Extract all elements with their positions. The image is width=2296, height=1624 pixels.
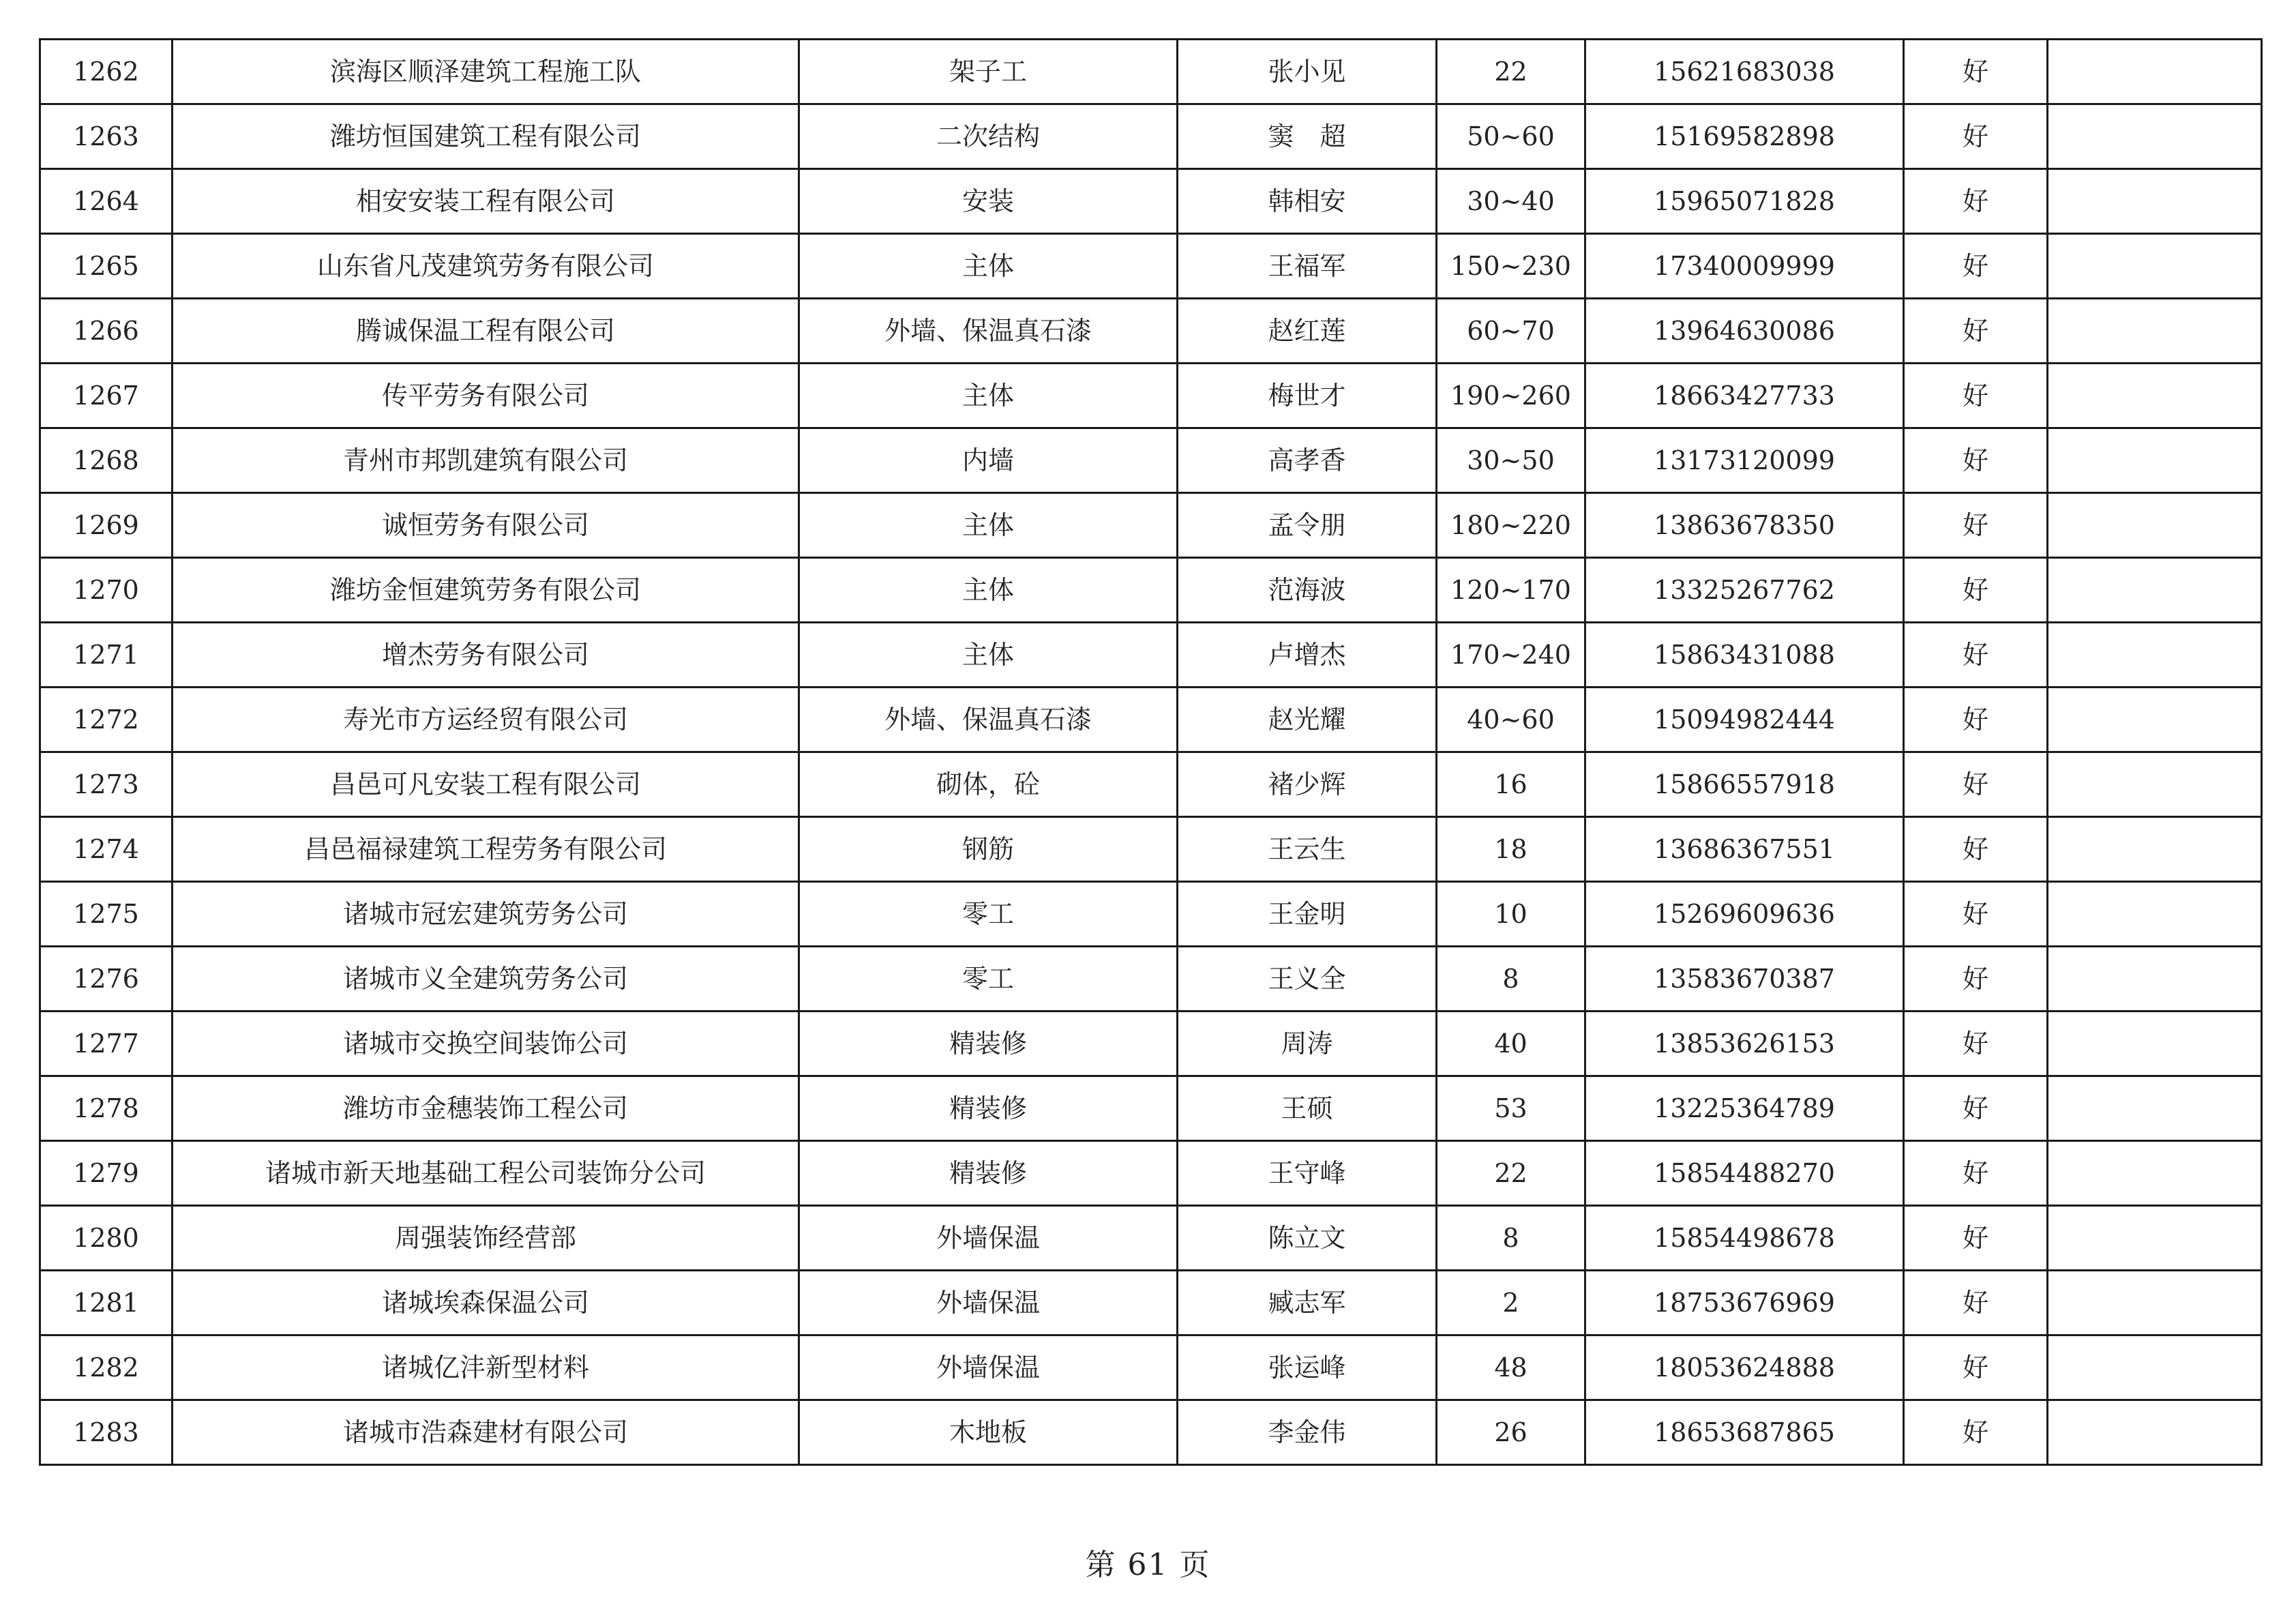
contact-person-cell: 孟令朋 <box>1178 493 1437 558</box>
rating-cell: 好 <box>1904 1076 2048 1141</box>
table-row <box>40 1335 2262 1400</box>
table-row <box>40 364 2262 428</box>
trade-cell: 精装修 <box>799 1076 1178 1141</box>
phone-number-cell: 15866557918 <box>1585 752 1904 817</box>
company-name-cell: 昌邑福禄建筑工程劳务有限公司 <box>173 817 799 882</box>
phone-number-cell: 15269609636 <box>1585 882 1904 947</box>
row-number-cell: 1273 <box>40 752 173 817</box>
rating-cell: 好 <box>1904 1141 2048 1206</box>
phone-number-cell: 13853626153 <box>1585 1012 1904 1076</box>
phone-number-cell: 18663427733 <box>1585 364 1904 428</box>
contact-person-cell: 陈立文 <box>1178 1206 1437 1271</box>
company-name-cell: 诚恒劳务有限公司 <box>173 493 799 558</box>
contact-person-cell: 赵光耀 <box>1178 688 1437 752</box>
worker-count-cell: 22 <box>1437 40 1585 104</box>
company-name-cell: 诸城市冠宏建筑劳务公司 <box>173 882 799 947</box>
company-name-cell: 周强装饰经营部 <box>173 1206 799 1271</box>
trade-cell: 外墙、保温真石漆 <box>799 688 1178 752</box>
rating-cell: 好 <box>1904 40 2048 104</box>
remark-cell <box>2048 947 2262 1012</box>
worker-count-cell: 53 <box>1437 1076 1585 1141</box>
worker-count-cell: 2 <box>1437 1271 1585 1335</box>
row-number-cell: 1270 <box>40 558 173 623</box>
rating-cell: 好 <box>1904 364 2048 428</box>
table-row <box>40 1141 2262 1206</box>
worker-count-cell: 22 <box>1437 1141 1585 1206</box>
phone-number-cell: 13863678350 <box>1585 493 1904 558</box>
phone-number-cell: 17340009999 <box>1585 234 1904 299</box>
rating-cell: 好 <box>1904 234 2048 299</box>
company-name-cell: 昌邑可凡安装工程有限公司 <box>173 752 799 817</box>
worker-count-cell: 30~40 <box>1437 169 1585 234</box>
worker-count-cell: 180~220 <box>1437 493 1585 558</box>
remark-cell <box>2048 752 2262 817</box>
trade-cell: 钢筋 <box>799 817 1178 882</box>
company-name-cell: 诸城市浩森建材有限公司 <box>173 1400 799 1465</box>
trade-cell: 主体 <box>799 493 1178 558</box>
company-name-cell: 诸城亿沣新型材料 <box>173 1335 799 1400</box>
company-name-cell: 潍坊恒国建筑工程有限公司 <box>173 104 799 169</box>
table-row <box>40 428 2262 493</box>
worker-count-cell: 26 <box>1437 1400 1585 1465</box>
phone-number-cell: 15854488270 <box>1585 1141 1904 1206</box>
row-number-cell: 1276 <box>40 947 173 1012</box>
trade-cell: 精装修 <box>799 1141 1178 1206</box>
remark-cell <box>2048 882 2262 947</box>
rating-cell: 好 <box>1904 493 2048 558</box>
row-number-cell: 1264 <box>40 169 173 234</box>
company-name-cell: 诸城市义全建筑劳务公司 <box>173 947 799 1012</box>
trade-cell: 木地板 <box>799 1400 1178 1465</box>
table-body <box>40 40 2262 1465</box>
rating-cell: 好 <box>1904 1012 2048 1076</box>
rating-cell: 好 <box>1904 1206 2048 1271</box>
contact-person-cell: 臧志军 <box>1178 1271 1437 1335</box>
contact-person-cell: 梅世才 <box>1178 364 1437 428</box>
phone-number-cell: 15169582898 <box>1585 104 1904 169</box>
phone-number-cell: 13686367551 <box>1585 817 1904 882</box>
contact-person-cell: 周涛 <box>1178 1012 1437 1076</box>
company-name-cell: 诸城埃森保温公司 <box>173 1271 799 1335</box>
row-number-cell: 1277 <box>40 1012 173 1076</box>
worker-count-cell: 120~170 <box>1437 558 1585 623</box>
company-name-cell: 腾诚保温工程有限公司 <box>173 299 799 364</box>
contact-person-cell: 李金伟 <box>1178 1400 1437 1465</box>
row-number-cell: 1283 <box>40 1400 173 1465</box>
contact-person-cell: 王守峰 <box>1178 1141 1437 1206</box>
phone-number-cell: 13964630086 <box>1585 299 1904 364</box>
phone-number-cell: 13173120099 <box>1585 428 1904 493</box>
table-row <box>40 752 2262 817</box>
row-number-cell: 1262 <box>40 40 173 104</box>
remark-cell <box>2048 493 2262 558</box>
row-number-cell: 1272 <box>40 688 173 752</box>
worker-count-cell: 40 <box>1437 1012 1585 1076</box>
row-number-cell: 1271 <box>40 623 173 688</box>
contact-person-cell: 王硕 <box>1178 1076 1437 1141</box>
trade-cell: 零工 <box>799 947 1178 1012</box>
table-row <box>40 558 2262 623</box>
worker-count-cell: 16 <box>1437 752 1585 817</box>
table-row <box>40 299 2262 364</box>
rating-cell: 好 <box>1904 817 2048 882</box>
rating-cell: 好 <box>1904 752 2048 817</box>
rating-cell: 好 <box>1904 1400 2048 1465</box>
remark-cell <box>2048 364 2262 428</box>
trade-cell: 主体 <box>799 623 1178 688</box>
contact-person-cell: 王义全 <box>1178 947 1437 1012</box>
trade-cell: 内墙 <box>799 428 1178 493</box>
contact-person-cell: 王福军 <box>1178 234 1437 299</box>
phone-number-cell: 15863431088 <box>1585 623 1904 688</box>
table-row <box>40 169 2262 234</box>
trade-cell: 砌体，砼 <box>799 752 1178 817</box>
trade-cell: 精装修 <box>799 1012 1178 1076</box>
remark-cell <box>2048 817 2262 882</box>
remark-cell <box>2048 1206 2262 1271</box>
row-number-cell: 1268 <box>40 428 173 493</box>
table-row <box>40 1076 2262 1141</box>
trade-cell: 外墙保温 <box>799 1206 1178 1271</box>
table-row <box>40 1012 2262 1076</box>
remark-cell <box>2048 1335 2262 1400</box>
remark-cell <box>2048 1400 2262 1465</box>
remark-cell <box>2048 40 2262 104</box>
table-row <box>40 623 2262 688</box>
table-row <box>40 817 2262 882</box>
trade-cell: 二次结构 <box>799 104 1178 169</box>
row-number-cell: 1280 <box>40 1206 173 1271</box>
phone-number-cell: 15094982444 <box>1585 688 1904 752</box>
table-row <box>40 688 2262 752</box>
table-row <box>40 493 2262 558</box>
table-row <box>40 234 2262 299</box>
contact-person-cell: 范海波 <box>1178 558 1437 623</box>
rating-cell: 好 <box>1904 623 2048 688</box>
remark-cell <box>2048 104 2262 169</box>
phone-number-cell: 15854498678 <box>1585 1206 1904 1271</box>
rating-cell: 好 <box>1904 104 2048 169</box>
row-number-cell: 1266 <box>40 299 173 364</box>
worker-count-cell: 40~60 <box>1437 688 1585 752</box>
worker-count-cell: 18 <box>1437 817 1585 882</box>
phone-number-cell: 15965071828 <box>1585 169 1904 234</box>
contact-person-cell: 赵红莲 <box>1178 299 1437 364</box>
worker-count-cell: 30~50 <box>1437 428 1585 493</box>
contact-person-cell: 高孝香 <box>1178 428 1437 493</box>
company-name-cell: 山东省凡茂建筑劳务有限公司 <box>173 234 799 299</box>
table-row <box>40 882 2262 947</box>
rating-cell: 好 <box>1904 299 2048 364</box>
table-row <box>40 104 2262 169</box>
worker-count-cell: 170~240 <box>1437 623 1585 688</box>
company-name-cell: 传平劳务有限公司 <box>173 364 799 428</box>
company-name-cell: 滨海区顺泽建筑工程施工队 <box>173 40 799 104</box>
worker-count-cell: 60~70 <box>1437 299 1585 364</box>
trade-cell: 安装 <box>799 169 1178 234</box>
rating-cell: 好 <box>1904 169 2048 234</box>
contact-person-cell: 卢增杰 <box>1178 623 1437 688</box>
trade-cell: 主体 <box>799 234 1178 299</box>
company-name-cell: 诸城市新天地基础工程公司装饰分公司 <box>173 1141 799 1206</box>
rating-cell: 好 <box>1904 428 2048 493</box>
contact-person-cell: 韩相安 <box>1178 169 1437 234</box>
row-number-cell: 1282 <box>40 1335 173 1400</box>
table-row <box>40 40 2262 104</box>
contact-person-cell: 王金明 <box>1178 882 1437 947</box>
worker-count-cell: 48 <box>1437 1335 1585 1400</box>
worker-count-cell: 50~60 <box>1437 104 1585 169</box>
remark-cell <box>2048 169 2262 234</box>
remark-cell <box>2048 234 2262 299</box>
row-number-cell: 1274 <box>40 817 173 882</box>
trade-cell: 主体 <box>799 364 1178 428</box>
remark-cell <box>2048 1012 2262 1076</box>
phone-number-cell: 13225364789 <box>1585 1076 1904 1141</box>
row-number-cell: 1275 <box>40 882 173 947</box>
rating-cell: 好 <box>1904 558 2048 623</box>
row-number-cell: 1263 <box>40 104 173 169</box>
row-number-cell: 1278 <box>40 1076 173 1141</box>
row-number-cell: 1281 <box>40 1271 173 1335</box>
trade-cell: 主体 <box>799 558 1178 623</box>
remark-cell <box>2048 299 2262 364</box>
row-number-cell: 1279 <box>40 1141 173 1206</box>
trade-cell: 外墙、保温真石漆 <box>799 299 1178 364</box>
row-number-cell: 1267 <box>40 364 173 428</box>
company-name-cell: 相安安装工程有限公司 <box>173 169 799 234</box>
company-name-cell: 寿光市方运经贸有限公司 <box>173 688 799 752</box>
remark-cell <box>2048 688 2262 752</box>
trade-cell: 零工 <box>799 882 1178 947</box>
contractor-table <box>39 38 2263 1466</box>
rating-cell: 好 <box>1904 1335 2048 1400</box>
remark-cell <box>2048 558 2262 623</box>
phone-number-cell: 13325267762 <box>1585 558 1904 623</box>
company-name-cell: 潍坊金恒建筑劳务有限公司 <box>173 558 799 623</box>
rating-cell: 好 <box>1904 1271 2048 1335</box>
contact-person-cell: 张小见 <box>1178 40 1437 104</box>
remark-cell <box>2048 1141 2262 1206</box>
rating-cell: 好 <box>1904 947 2048 1012</box>
rating-cell: 好 <box>1904 882 2048 947</box>
worker-count-cell: 150~230 <box>1437 234 1585 299</box>
remark-cell <box>2048 623 2262 688</box>
phone-number-cell: 18753676969 <box>1585 1271 1904 1335</box>
remark-cell <box>2048 1076 2262 1141</box>
phone-number-cell: 18053624888 <box>1585 1335 1904 1400</box>
table-row <box>40 1271 2262 1335</box>
phone-number-cell: 13583670387 <box>1585 947 1904 1012</box>
rating-cell: 好 <box>1904 688 2048 752</box>
company-name-cell: 诸城市交换空间装饰公司 <box>173 1012 799 1076</box>
row-number-cell: 1265 <box>40 234 173 299</box>
table-row <box>40 947 2262 1012</box>
remark-cell <box>2048 1271 2262 1335</box>
page-number: 第 61 页 <box>1085 1548 1211 1582</box>
table-row <box>40 1400 2262 1465</box>
trade-cell: 架子工 <box>799 40 1178 104</box>
trade-cell: 外墙保温 <box>799 1335 1178 1400</box>
table-row <box>40 1206 2262 1271</box>
remark-cell <box>2048 428 2262 493</box>
company-name-cell: 潍坊市金穗装饰工程公司 <box>173 1076 799 1141</box>
phone-number-cell: 15621683038 <box>1585 40 1904 104</box>
worker-count-cell: 10 <box>1437 882 1585 947</box>
trade-cell: 外墙保温 <box>799 1271 1178 1335</box>
contact-person-cell: 窦 超 <box>1178 104 1437 169</box>
company-name-cell: 青州市邦凯建筑有限公司 <box>173 428 799 493</box>
worker-count-cell: 8 <box>1437 947 1585 1012</box>
worker-count-cell: 8 <box>1437 1206 1585 1271</box>
contact-person-cell: 褚少辉 <box>1178 752 1437 817</box>
row-number-cell: 1269 <box>40 493 173 558</box>
phone-number-cell: 18653687865 <box>1585 1400 1904 1465</box>
company-name-cell: 增杰劳务有限公司 <box>173 623 799 688</box>
worker-count-cell: 190~260 <box>1437 364 1585 428</box>
contact-person-cell: 张运峰 <box>1178 1335 1437 1400</box>
contact-person-cell: 王云生 <box>1178 817 1437 882</box>
